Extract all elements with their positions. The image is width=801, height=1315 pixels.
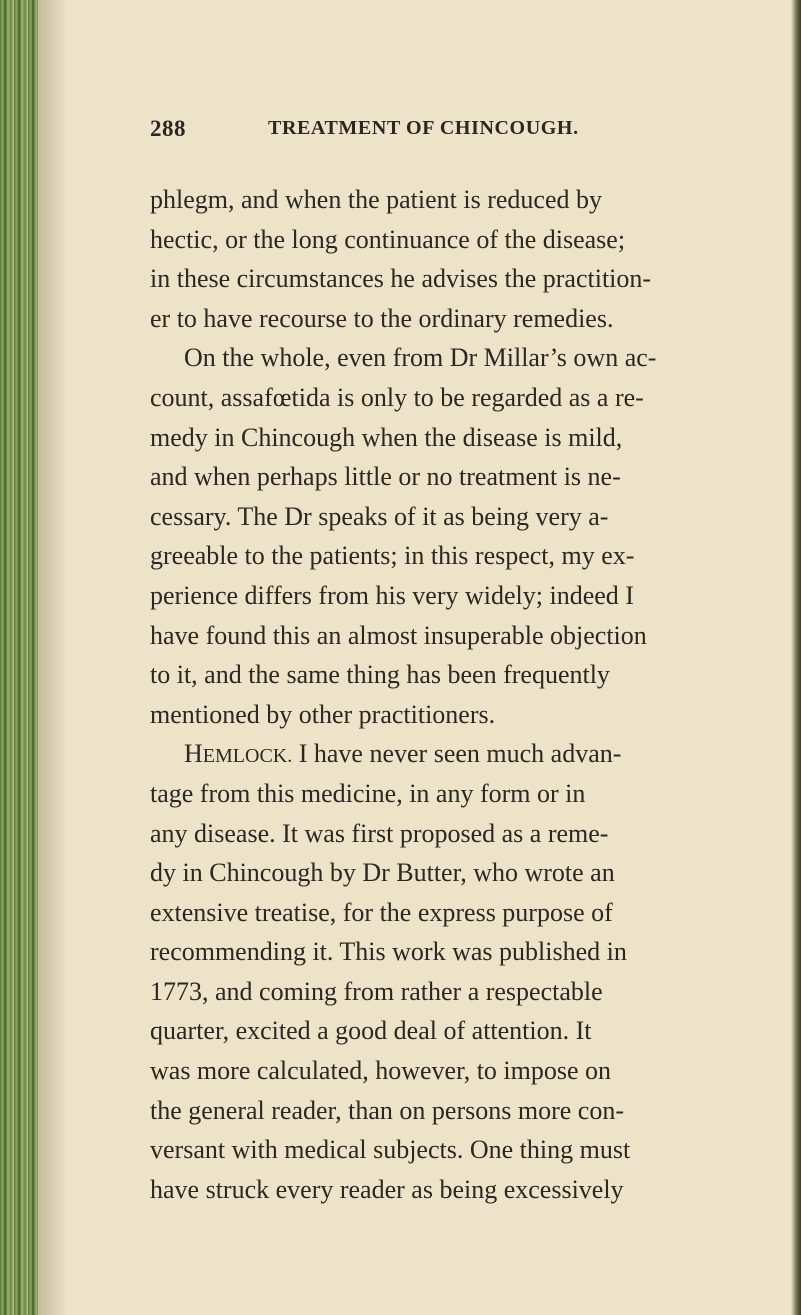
text-line: greeable to the patients; in this respect, my ex- [150,541,635,571]
body-text [150,180,770,1209]
text-line: medy in Chincough when the disease is mild, [150,422,623,452]
text-line: versant with medical subjects. One thing must [150,1135,631,1165]
text-line: the general reader, than on persons more con- [150,1095,624,1125]
text-line: to it, and the same thing has been frequently [150,660,610,690]
text-line: in these circumstances he advises the practition- [150,264,652,294]
text-line: phlegm, and when the patient is reduced by [150,185,602,214]
section-heading-initial: H [184,739,203,769]
page-header [150,116,750,150]
text-line: hectic, or the long continuance of the disease; [150,224,626,254]
text-line: cessary. The Dr speaks of it as being very a- [150,501,609,531]
text-line: 1773, and coming from rather a respectable [150,976,603,1006]
text-line: and when perhaps little or no treatment is ne- [150,462,621,492]
book-binding-edge [0,0,38,1315]
text-line: recommending it. This work was published in [150,937,627,967]
gutter-shadow [38,0,68,1315]
page-right-edge [791,0,801,1315]
text-line: er to have recourse to the ordinary remedies. [150,303,614,333]
section-heading-rest: EMLOCK. [202,745,293,768]
text-line: dy in Chincough by Dr Butter, who wrote an [150,858,615,888]
text-line: tage from this medicine, in any form or in [150,778,586,808]
text-line: have found this an almost insuperable objection [150,620,647,650]
page-number: 288 [150,116,186,141]
text-line: perience differs from his very widely; indeed I [150,580,634,610]
text-line: have struck every reader as being excessively [150,1174,624,1204]
text-line: any disease. It was first proposed as a reme- [150,818,609,848]
text-line: mentioned by other practitioners. [150,699,496,729]
text-line: count, assafœtida is only to be regarded as a re- [150,382,644,412]
text-line: was more calculated, however, to impose on [150,1056,612,1086]
running-head: TREATMENT OF CHINCOUGH. [268,117,579,139]
text-line: quarter, excited a good deal of attention. It [150,1016,592,1046]
text-line: On the whole, even from Dr Millar’s own ac- [184,343,657,373]
section-heading-text: I have never seen much advan- [292,739,622,769]
section-heading-line [150,734,770,774]
text-line: extensive treatise, for the express purpose of [150,897,613,927]
